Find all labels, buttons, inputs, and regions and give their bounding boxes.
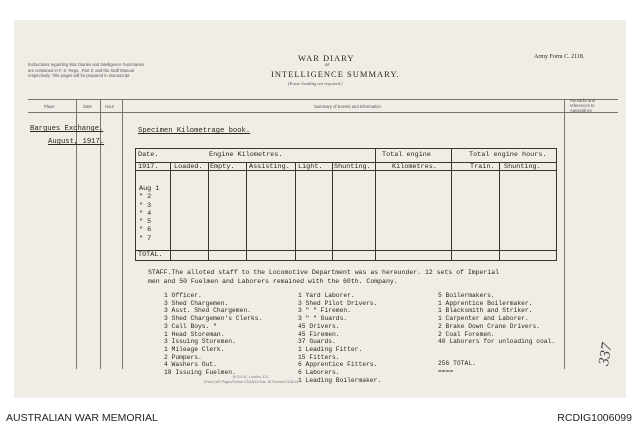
diary-sheet: [14, 20, 626, 398]
list-item: 1 Carpenter and Laborer.: [438, 315, 529, 323]
th-total-engine: Total engine: [382, 151, 431, 159]
list-item: 2 Brake Down Crane Drivers.: [438, 322, 541, 330]
th-engine-km: Engine Kilometres.: [209, 151, 283, 159]
th-total-hours: Total engine hours.: [469, 151, 547, 159]
date-row: Aug 1: [139, 185, 160, 193]
table-left-rule: [135, 148, 136, 260]
th-empty: Empty.: [210, 163, 235, 171]
staff-paragraph: [148, 269, 499, 286]
table-col-rule-5: [332, 162, 333, 260]
list-item: 1 Mileage Clerk.: [164, 345, 225, 353]
th-shunting-hours: Shunting.: [504, 163, 541, 171]
date-row: " 5: [139, 218, 152, 227]
form-erase-note: (Erase heading not required.): [288, 81, 343, 86]
list-item: 1 Apprentice Boilermaker.: [438, 299, 533, 307]
col-date: Date: [83, 104, 92, 109]
archive-name: AUSTRALIAN WAR MEMORIAL: [6, 412, 158, 424]
list-item: 15 Fitters.: [298, 353, 340, 361]
table-bottom-rule: [135, 260, 557, 261]
list-item: 18 Issuing Fuelmen.: [164, 369, 236, 377]
table-col-rule-3: [246, 162, 247, 260]
date-row: " 6: [139, 226, 152, 235]
list-item: 3 Asst. Shed Chargemen.: [164, 307, 251, 315]
table-col-rule-2: [208, 162, 209, 260]
list-item: 45 Firemen.: [298, 330, 340, 338]
th-date: Date.: [138, 151, 159, 159]
col-summary: Summary of Events and Information: [314, 104, 381, 109]
army-form-number: Army Form C. 2118.: [534, 54, 585, 60]
list-item: 1 Yard Laborer.: [298, 292, 355, 299]
col-place: Place: [44, 104, 55, 109]
list-item: 1 Officer.: [164, 292, 202, 299]
list-item: 6 Apprentice Fitters.: [298, 361, 378, 369]
list-item: 3 Issuing Storemen.: [164, 338, 236, 346]
list-item: 40 Laborers for unloading coal.: [438, 338, 556, 346]
table-col-rule-1: [170, 162, 171, 260]
table-col-rule-6: [375, 148, 376, 260]
list-item: 256 TOTAL.: [438, 359, 476, 367]
list-item: 2 Coal Foremen.: [438, 330, 495, 338]
table-col-rule-4: [295, 162, 296, 260]
date-rows: [139, 185, 159, 243]
th-shunting: Shunting.: [334, 163, 371, 171]
staff-list-column-2: [298, 292, 381, 384]
form-header-rule: [28, 112, 618, 113]
col-hour: Hour: [105, 104, 115, 109]
form-title-or: or: [325, 63, 330, 68]
col-remarks: Remarks and references to Appendices: [570, 98, 595, 113]
th-loaded: Loaded.: [174, 163, 203, 171]
date-row: " 7: [139, 234, 152, 243]
table-right-rule: [556, 148, 557, 260]
th-train: Train.: [470, 163, 495, 171]
list-item: 1 Blacksmith and Striker.: [438, 307, 533, 315]
staff-line-2: men and 50 Fuelmen and Laborers remained with the 60th. Company.: [148, 277, 398, 285]
list-item: 4 Washers Out.: [164, 361, 217, 369]
archive-reference: RCDIG1006099: [557, 412, 632, 424]
list-item: 45 Drivers.: [298, 322, 340, 330]
list-item: 3 " " Firemen.: [298, 307, 351, 315]
list-item: 1 Leading Boilermaker.: [298, 376, 382, 384]
table-col-rule-8: [499, 162, 500, 260]
list-item: 3 " " Guards.: [298, 315, 348, 323]
date-row: " 2: [139, 193, 152, 202]
form-title: WAR DIARY: [298, 53, 355, 63]
place-entry: Bargues Exchange.: [30, 125, 104, 133]
th-light: Light.: [298, 163, 323, 171]
archive-footer: [0, 406, 640, 430]
table-col-rule-7: [451, 148, 452, 260]
list-item: 3 Shed Pilot Drivers.: [298, 299, 378, 307]
list-item: 3 Shed Chargemen's Clerks.: [164, 315, 263, 323]
instructions-note: Instructions regarding War Diaries and Intelligence Summaries are contained in F. S. Regs., Part II. and the Staff Manual respectively. Title pages will be prepared in manuscript.: [28, 62, 144, 79]
list-item: 37 Guards.: [298, 338, 336, 346]
total-row-label: TOTAL.: [138, 251, 163, 259]
specimen-heading: Specimen Kilometrage book.: [138, 127, 251, 135]
list-item: 6 Laborers.: [298, 369, 340, 377]
date-row: " 4: [139, 209, 152, 218]
staff-list-column-3: [438, 292, 555, 375]
table-top-rule: [135, 148, 557, 149]
list-item: 5 Boilermakers.: [438, 292, 495, 299]
list-item: 1 Head Storeman.: [164, 330, 225, 338]
date-row: " 3: [139, 201, 152, 210]
list-item: 2 Pumpers.: [164, 353, 202, 361]
th-year: 1917.: [138, 163, 159, 171]
staff-list-column-1: [164, 292, 262, 377]
form-top-rule: [28, 99, 618, 100]
remarks-column-rule: [564, 99, 565, 369]
table-total-rule: [135, 250, 557, 251]
form-subtitle: INTELLIGENCE SUMMARY.: [271, 69, 400, 79]
printer-imprint: W.O.S.S., London, E.C. (Form) W3 Pages/Forms C2118/14 Bds. 48 Forms/C2118/14: [204, 375, 299, 384]
hour-column-rule: [122, 99, 123, 369]
handwritten-folio: 337: [596, 341, 616, 367]
list-item: 3 Call Boys. ": [164, 322, 217, 330]
th-assisting: Assisting.: [249, 163, 290, 171]
list-item: ====: [438, 367, 454, 375]
list-item: 1 Leading Fitter.: [298, 345, 363, 353]
date-entry: August, 1917.: [48, 138, 105, 146]
th-kilometres: Kilometres.: [392, 163, 437, 171]
staff-line-1: STAFF.The alloted staff to the Locomotive Department was as hereunder. 12 sets of Imperial: [148, 269, 500, 276]
list-item: 3 Shed Chargemen.: [164, 299, 229, 307]
